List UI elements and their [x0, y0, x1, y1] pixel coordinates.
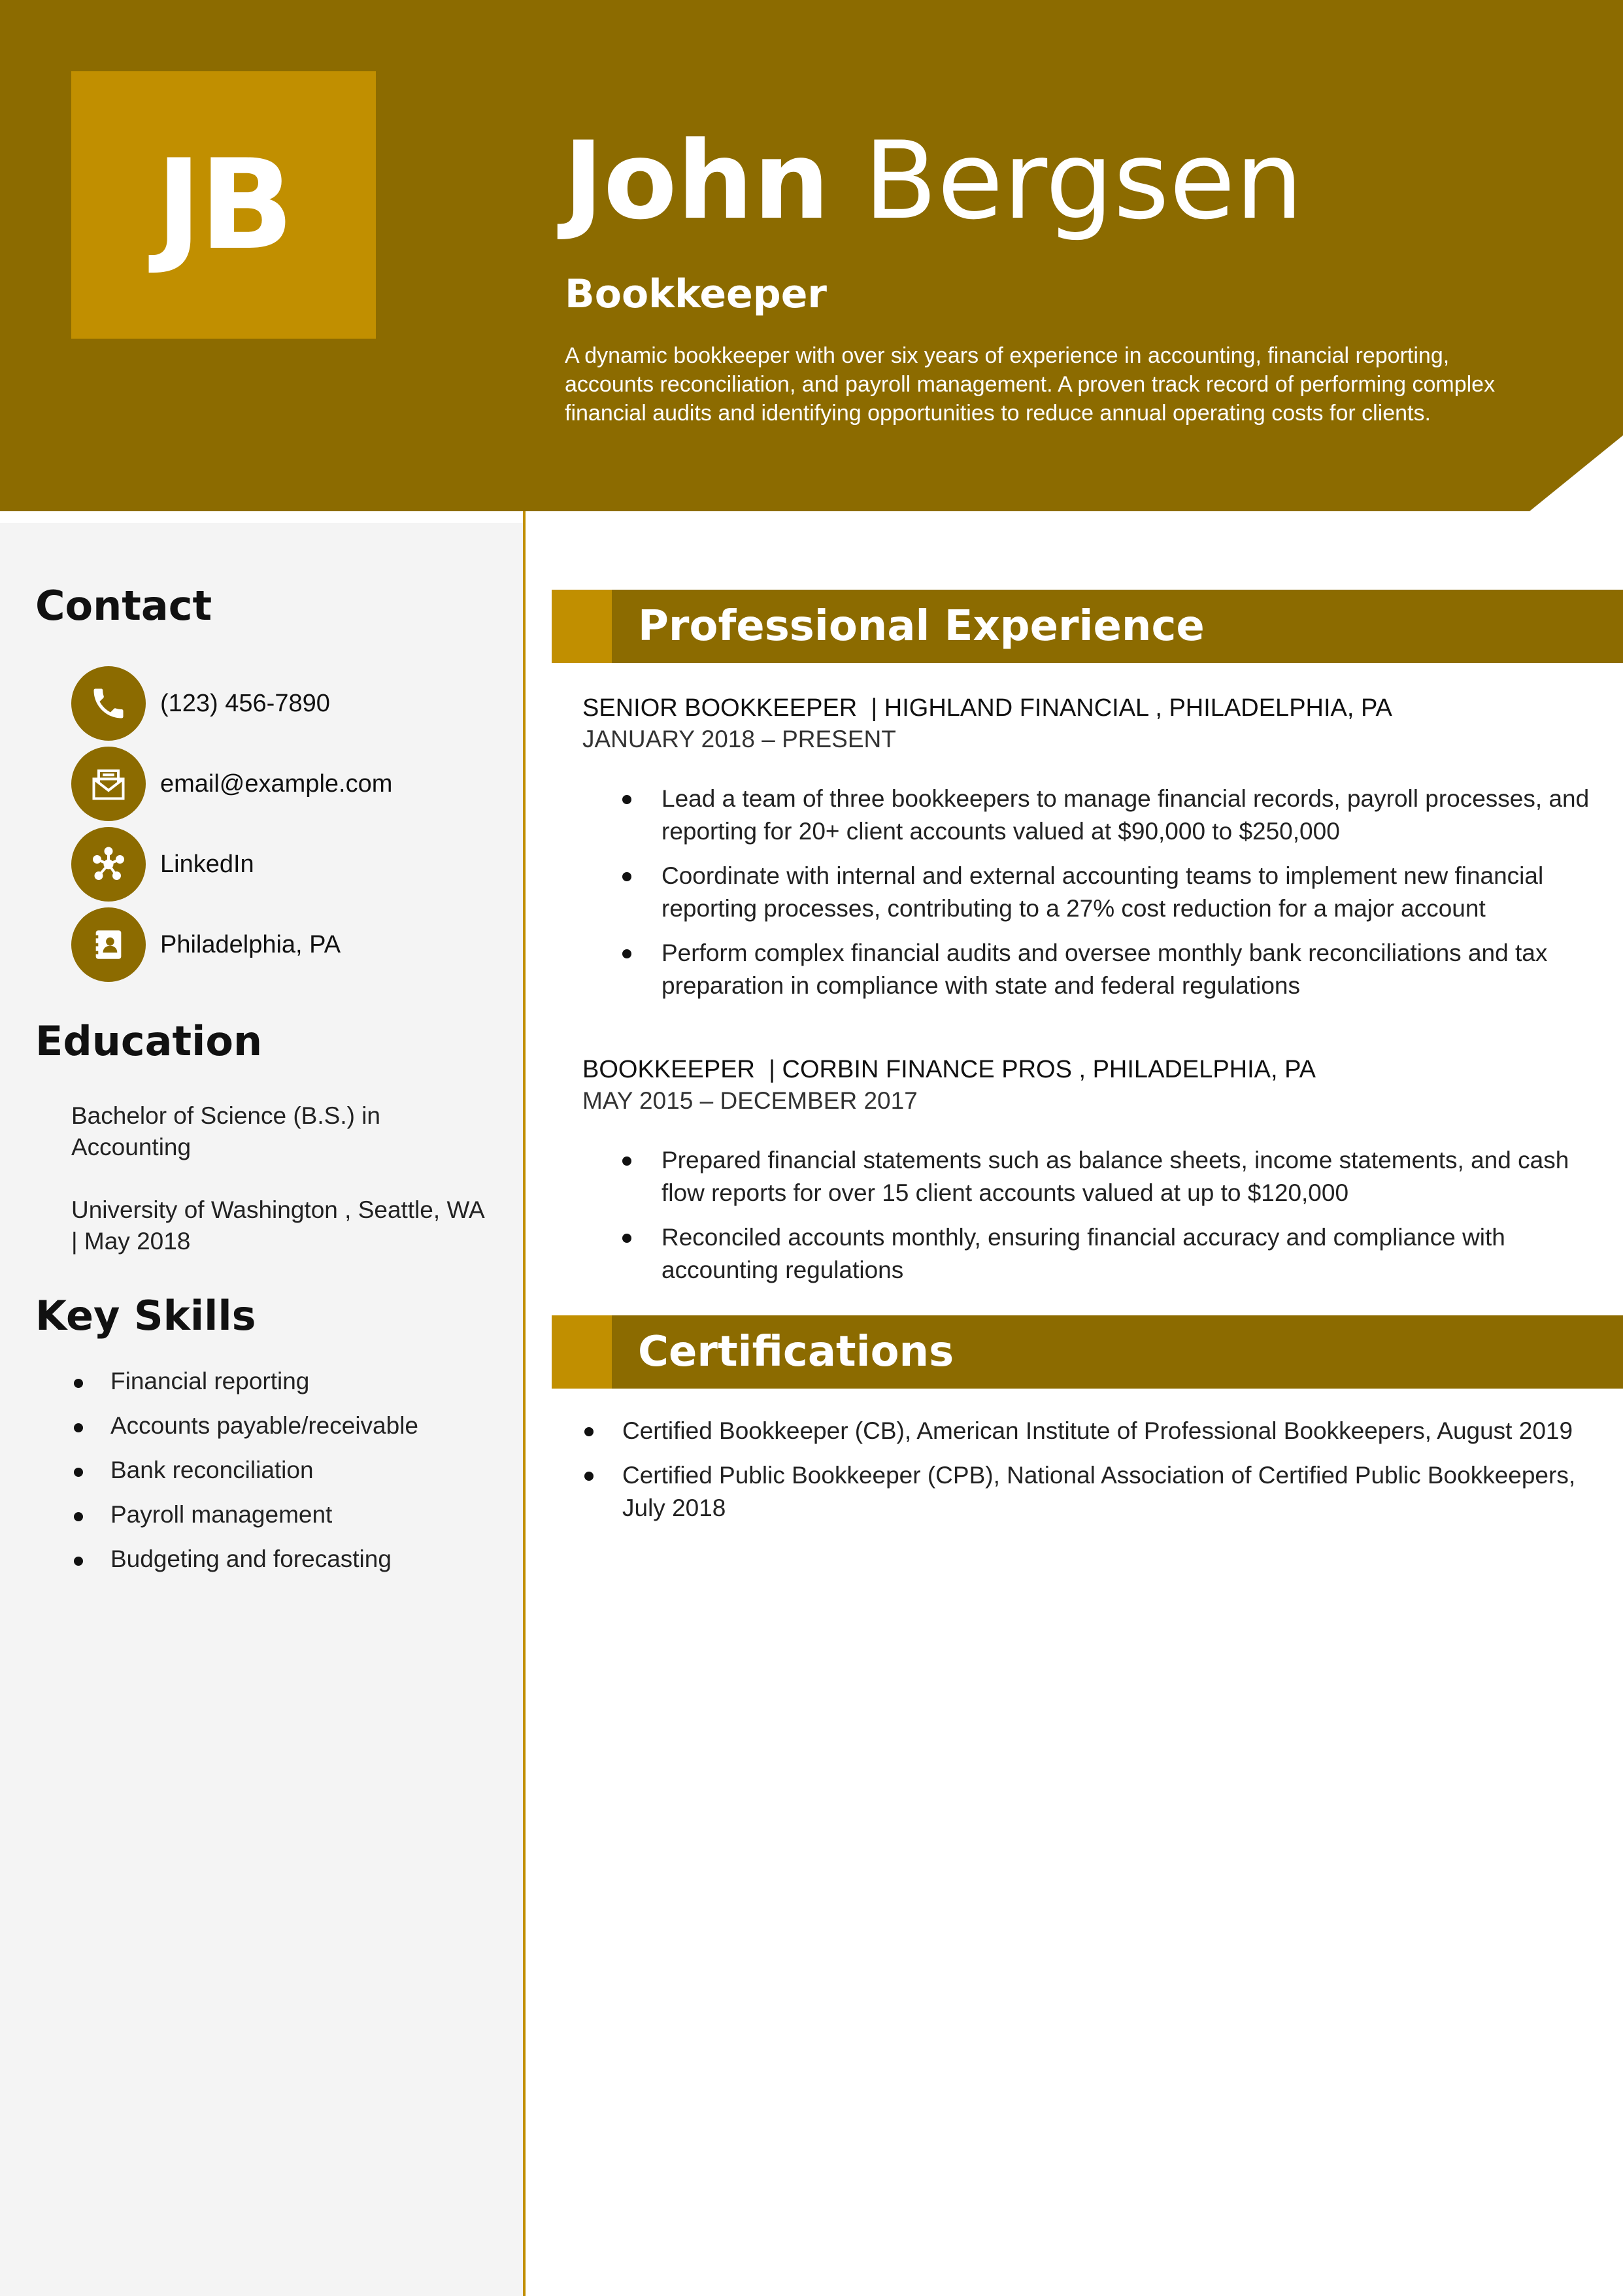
location-text: Philadelphia, PA: [160, 930, 341, 958]
job-bullets: [588, 1144, 1575, 1298]
job-role: SENIOR BOOKKEEPER: [582, 694, 858, 722]
list-item: Bank reconciliation: [71, 1457, 418, 1501]
list-item: Reconciled accounts monthly, ensuring financial accuracy and compliance with accounting regulations: [588, 1221, 1575, 1287]
phone-number: (123) 456-7890: [160, 689, 330, 717]
certifications-list: [582, 1415, 1582, 1536]
candidate-name: [563, 118, 1303, 243]
job-company: HIGHLAND FINANCIAL , PHILADELPHIA, PA: [884, 694, 1392, 722]
list-item: Coordinate with internal and external accounting teams to implement new financial reporting processes, contributing to a 27% cost reduction for a major account: [588, 860, 1608, 925]
list-item: Financial reporting: [71, 1368, 418, 1412]
list-item: Certified Bookkeeper (CB), American Institute of Professional Bookkeepers, August 2019: [582, 1415, 1582, 1447]
skills-list: [71, 1368, 418, 1590]
contact-phone[interactable]: [71, 666, 330, 741]
section-accent: [552, 1315, 612, 1389]
education-heading: Education: [35, 1017, 263, 1065]
last-name: Bergsen: [863, 118, 1303, 243]
column-divider: [523, 511, 526, 2296]
experience-section-bar: [552, 590, 1623, 663]
job-bullets: [588, 783, 1608, 1014]
job-dates: MAY 2015 – DECEMBER 2017: [582, 1087, 918, 1114]
education-degree: Bachelor of Science (B.S.) in Accounting: [71, 1102, 380, 1160]
list-item: Payroll management: [71, 1501, 418, 1545]
certifications-section-bar: [552, 1315, 1623, 1389]
phone-icon: [71, 666, 146, 741]
email-icon: [71, 747, 146, 821]
list-item: Prepared financial statements such as balance sheets, income statements, and cash flow reports for over 15 client accounts valued at up to $120,000: [588, 1144, 1575, 1209]
education-school: University of Washington , Seattle, WA | May 2018: [71, 1196, 484, 1255]
contact-heading: Contact: [35, 582, 212, 630]
job-header: BOOKKEEPER | CORBIN FINANCE PROS , PHILADELPHIA, PA: [582, 1056, 1316, 1083]
section-accent: [552, 590, 612, 663]
job-title: Bookkeeper: [565, 271, 827, 317]
skills-heading: Key Skills: [35, 1292, 256, 1340]
job-dates: JANUARY 2018 – PRESENT: [582, 726, 896, 752]
header-corner-cut: [1530, 435, 1623, 511]
list-item: Perform complex financial audits and oversee monthly bank reconciliations and tax preparation in compliance with state and federal regulations: [588, 937, 1608, 1002]
list-item: Accounts payable/receivable: [71, 1412, 418, 1457]
list-item: Certified Public Bookkeeper (CPB), National Association of Certified Public Bookkeepers, July 2018: [582, 1459, 1582, 1525]
job-role: BOOKKEEPER: [582, 1056, 755, 1083]
job-header: SENIOR BOOKKEEPER | HIGHLAND FINANCIAL , PHILADELPHIA, PA: [582, 694, 1392, 722]
first-name: John: [563, 118, 830, 243]
summary: A dynamic bookkeeper with over six years of experience in accounting, financial reporting, accounts reconciliation, and payroll management. A proven track record of performing complex financial audits and identifying opportunities to reduce annual operating costs for clients.: [565, 343, 1496, 426]
monogram: JB: [71, 71, 376, 339]
list-item: Budgeting and forecasting: [71, 1545, 418, 1590]
job-company: CORBIN FINANCE PROS , PHILADELPHIA, PA: [782, 1056, 1316, 1083]
location-icon: [71, 907, 146, 982]
list-item: Lead a team of three bookkeepers to manage financial records, payroll processes, and reporting for 20+ client accounts valued at $90,000 to $250,000: [588, 783, 1608, 848]
linkedin-icon: [71, 827, 146, 902]
certifications-heading: Certifications: [638, 1328, 954, 1376]
contact-email[interactable]: [71, 747, 392, 821]
contact-location: [71, 907, 341, 982]
contact-linkedin[interactable]: [71, 827, 254, 902]
email-address: email@example.com: [160, 769, 393, 798]
header-banner: [0, 0, 1623, 511]
experience-heading: Professional Experience: [638, 602, 1205, 650]
linkedin-link: LinkedIn: [160, 850, 254, 878]
